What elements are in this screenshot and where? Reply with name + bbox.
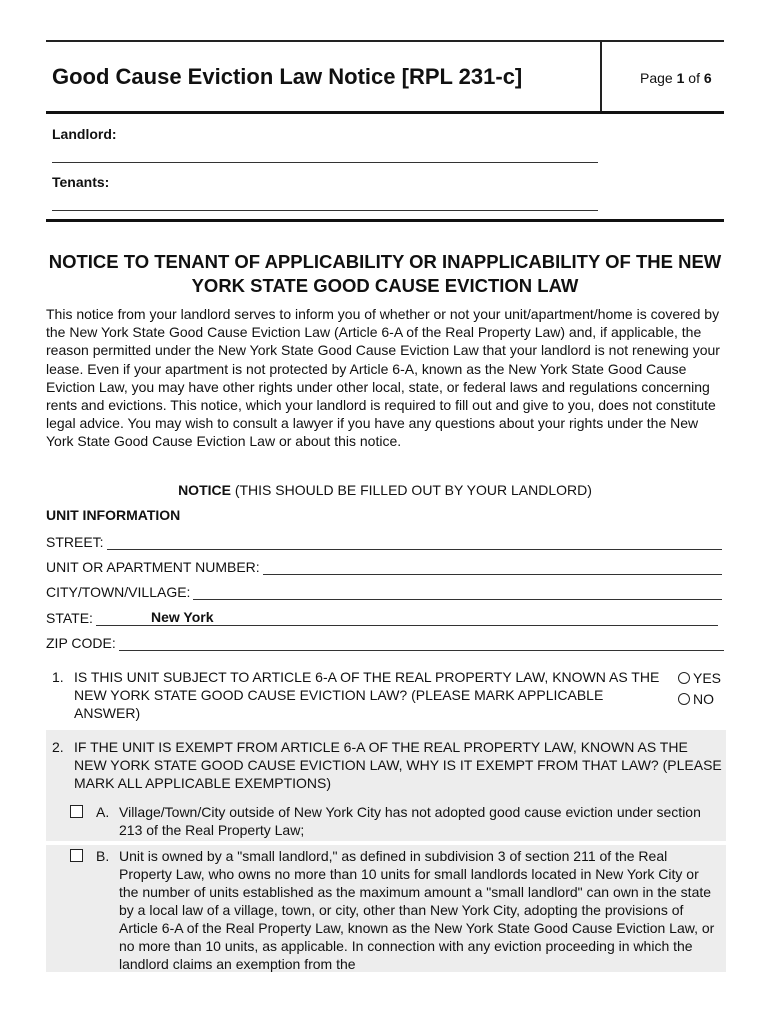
header-divider — [600, 41, 602, 113]
city-field[interactable] — [46, 584, 722, 600]
question-2-number: 2. — [52, 739, 64, 755]
header-top-rule — [46, 40, 724, 42]
street-line[interactable] — [107, 536, 722, 550]
yes-radio-circle-icon[interactable] — [678, 672, 690, 684]
page-current: 1 — [676, 70, 685, 86]
zip-field[interactable] — [46, 635, 724, 651]
question-1-text: IS THIS UNIT SUBJECT TO ARTICLE 6-A OF THE REAL PROPERTY LAW, KNOWN AS THE NEW YORK STATE GOOD CAUSE EVICTION LAW? (PLEASE MARK APPLICABLE ANSWER) — [74, 669, 660, 721]
option-b-letter: B. — [96, 848, 110, 864]
option-a-checkbox[interactable] — [70, 805, 83, 818]
page-of: of — [688, 70, 700, 86]
tenants-field[interactable] — [52, 210, 598, 211]
page-indicator — [640, 70, 712, 86]
header-bottom-rule — [46, 111, 724, 114]
state-label: STATE: — [46, 610, 93, 626]
city-label: CITY/TOWN/VILLAGE: — [46, 584, 191, 600]
unit-info-label: UNIT INFORMATION — [46, 507, 181, 523]
yes-radio[interactable] — [678, 670, 721, 686]
street-field[interactable] — [46, 534, 722, 550]
notice-heading: NOTICE TO TENANT OF APPLICABILITY OR INAPPLICABILITY OF THE NEW YORK STATE GOOD CAUSE EVICTION LAW — [48, 251, 722, 296]
page-prefix: Page — [640, 70, 673, 86]
no-label: NO — [693, 691, 714, 707]
option-b-checkbox[interactable] — [70, 849, 83, 862]
question-2-text: IF THE UNIT IS EXEMPT FROM ARTICLE 6-A OF THE REAL PROPERTY LAW, KNOWN AS THE NEW YORK STATE GOOD CAUSE EVICTION LAW, WHY IS IT EXEMPT FROM THAT LAW? (PLEASE MARK ALL APPLICABLE EXEMPTIONS) — [74, 739, 722, 791]
landlord-label: Landlord: — [52, 126, 117, 142]
zip-label: ZIP CODE: — [46, 635, 116, 651]
unit-number-field[interactable] — [46, 559, 722, 575]
question-1-number: 1. — [52, 669, 64, 685]
option-gap — [46, 841, 726, 845]
unit-number-label: UNIT OR APARTMENT NUMBER: — [46, 559, 260, 575]
no-radio[interactable] — [678, 691, 714, 707]
city-line[interactable] — [193, 586, 722, 600]
street-label: STREET: — [46, 534, 104, 550]
yes-label: YES — [693, 670, 722, 686]
landlord-field[interactable] — [52, 162, 598, 163]
no-radio-circle-icon[interactable] — [678, 693, 690, 705]
unit-number-line[interactable] — [263, 561, 722, 575]
option-b-text: Unit is owned by a "small landlord," as defined in subdivision 3 of section 211 of the Real Property Law, who owns no more than 10 units for small landlords located in New York City or the number of units established as the maximum amount a "small landlord" can own in the state by a local law of a village, town, or city, other than New York City, adopting the provisions of Article 6-A of the Real Property Law, known as the New York State Good Cause Eviction Law, or no more than 10 units, as applicable. In connection with any eviction proceeding in which the landlord claims an exemption from the — [119, 848, 715, 972]
parties-bottom-rule — [46, 219, 724, 222]
page-total: 6 — [703, 70, 712, 86]
fill-instruction — [46, 482, 724, 498]
fill-instruction-rest: (THIS SHOULD BE FILLED OUT BY YOUR LANDLORD) — [230, 482, 592, 498]
form-title: Good Cause Eviction Law Notice [RPL 231-c] — [52, 64, 523, 89]
state-field[interactable] — [46, 610, 718, 626]
intro-paragraph: This notice from your landlord serves to inform you of whether or not your unit/apartment/home is covered by the New York State Good Cause Eviction Law (Article 6-A of the Real Property Law) and, if applicable, the reason permitted under the New York State Good Cause Eviction Law that your landlord is not renewing your lease. Even if your apartment is not protected by Article 6-A, known as the New York State Good Cause Eviction Law, you may have other rights under other local, state, or federal laws and regulations concerning rents and evictions. This notice, which your landlord is required to fill out and give to you, does not constitute legal advice. You may wish to consult a lawyer if you have any questions about your rights under the New York State Good Cause Eviction Law or about this notice. — [46, 306, 720, 450]
state-value: New York — [151, 609, 214, 625]
tenants-label: Tenants: — [52, 174, 110, 190]
zip-line[interactable] — [119, 637, 724, 651]
fill-instruction-bold: NOTICE — [178, 482, 231, 498]
option-a-text: Village/Town/City outside of New York City has not adopted good cause eviction under section 213 of the Real Property Law; — [119, 804, 701, 838]
option-a-letter: A. — [96, 804, 110, 820]
